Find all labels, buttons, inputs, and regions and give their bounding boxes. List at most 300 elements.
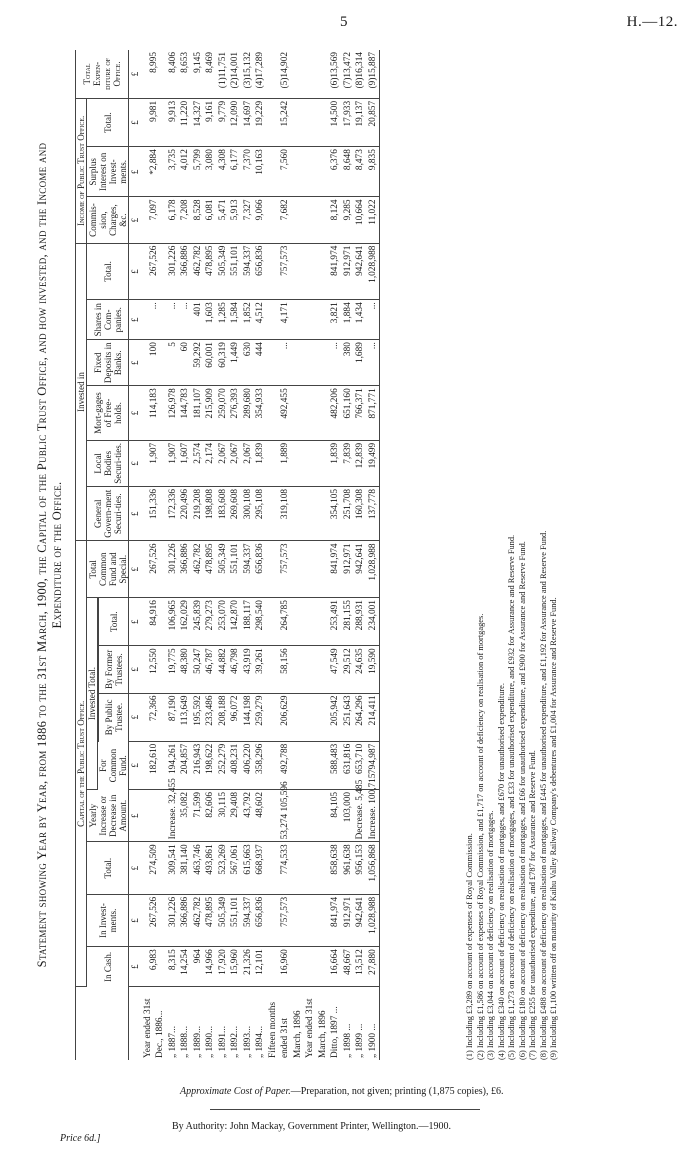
table-cell: 181,107 — [192, 386, 205, 441]
table-cell: 144,198 — [242, 693, 255, 741]
table-cell: ... — [329, 340, 342, 386]
table-cell: 588,483 — [329, 741, 342, 789]
table-cell: 288,931 — [354, 598, 367, 646]
general-govt-header: General Govern-ment Securi-ties. — [87, 486, 129, 541]
table-cell: 841,974 — [329, 894, 342, 946]
expenditure-header: Total Expen-diture of Office. — [76, 50, 129, 98]
table-cell: 9,779 — [217, 98, 230, 146]
row-label: „ 1898 ... — [342, 1023, 353, 1058]
table-cell: 106,965 — [167, 598, 180, 646]
mortgages-header: Mort-gages of Free-holds. — [87, 386, 129, 441]
table-cell: 279,273 — [204, 598, 217, 646]
table-cell: 492,788 — [267, 741, 305, 789]
table-cell: 8,315 — [167, 947, 180, 987]
authority-line: By Authority: John Mackay, Government Printer, Wellington.—1900. — [172, 1121, 452, 1132]
table-cell: (2)14,001 — [229, 50, 242, 98]
table-cell: 233,486 — [204, 693, 217, 741]
table-row — [304, 50, 329, 1060]
table-cell: 60,001 — [204, 340, 217, 386]
table-cell: 9,066 — [254, 197, 267, 243]
table-cell: 1,603 — [204, 300, 217, 340]
footnote: (7) Including £255 for unauthorised expenditure, and £787 for Assurance and Reserve Fund. — [528, 750, 537, 1060]
table-cell: 912,971 — [342, 541, 355, 598]
table-cell: 8,469 — [204, 50, 217, 98]
table-cell: 182,610 — [142, 741, 167, 789]
table-row — [329, 50, 342, 1060]
table-cell: 251,643 — [342, 693, 355, 741]
table-cell: 46,787 — [204, 646, 217, 693]
row-label: „ 1889... — [192, 1025, 203, 1058]
table-cell: 3,080 — [204, 147, 217, 197]
table-cell: 47,549 — [329, 646, 342, 693]
table-cell: 206,629 — [267, 693, 305, 741]
table-cell: 60,319 — [217, 340, 230, 386]
table-cell: 354,933 — [254, 386, 267, 441]
invested-in-group-header: Invested in — [76, 243, 87, 541]
table-cell: 6,177 — [229, 147, 242, 197]
table-cell: 653,710 — [354, 741, 367, 789]
table-cell: 84,916 — [142, 598, 167, 646]
table-cell: 2,067 — [229, 440, 242, 486]
table-cell: 1,607 — [179, 440, 192, 486]
table-cell — [304, 386, 329, 441]
table-row — [229, 50, 242, 1060]
table-cell: (9)15,887 — [367, 50, 380, 98]
table-cell: 7,560 — [267, 147, 305, 197]
table-cell: 220,496 — [179, 486, 192, 541]
table-cell: (7)13,472 — [342, 50, 355, 98]
table-cell: 774,533 — [267, 842, 305, 894]
table-cell: 9,285 — [342, 197, 355, 243]
table-cell: 551,101 — [229, 243, 242, 300]
table-cell: 205,942 — [329, 693, 342, 741]
table-cell: 7,208 — [179, 197, 192, 243]
footnote: (9) Including £1,100 written off on maturity of Kaihu Valley Railway Company's debentures and £1,004 for Assurance and Reserve Fund. — [549, 597, 558, 1060]
table-cell: 309,541 — [167, 842, 180, 894]
table-body — [129, 50, 380, 1060]
table-cell: 505,349 — [217, 894, 230, 946]
table-cell: 204,857 — [179, 741, 192, 789]
table-cell — [304, 693, 329, 741]
table-cell: 12,101 — [254, 947, 267, 987]
row-label: „ 1892... — [230, 1025, 240, 1058]
table-cell: 198,622 — [204, 741, 217, 789]
table-cell: *2,884 — [142, 147, 167, 197]
table-cell: 5,913 — [229, 197, 242, 243]
table-cell: 1,884 — [342, 300, 355, 340]
table-cell: 46,798 — [229, 646, 242, 693]
table-cell: 19,499 — [367, 440, 380, 486]
table-cell: 39,261 — [254, 646, 267, 693]
table-cell: 50,247 — [192, 646, 205, 693]
table-cell: 259,070 — [217, 386, 230, 441]
table-cell: 4,171 — [267, 300, 305, 340]
table-cell: 757,573 — [267, 894, 305, 946]
table-cell: 8,124 — [329, 197, 342, 243]
table-cell: 267,526 — [142, 541, 167, 598]
table-cell — [304, 98, 329, 146]
table-cell: 757,573 — [267, 541, 305, 598]
table-cell: 1,449 — [229, 340, 242, 386]
table-cell: 12,550 — [142, 646, 167, 693]
table-cell: 631,816 — [342, 741, 355, 789]
row-label: Year ended 31st Dec., 1886... — [142, 998, 165, 1058]
table-cell: 668,937 — [254, 842, 267, 894]
table-cell: 1,839 — [254, 440, 267, 486]
table-cell: 463,746 — [192, 842, 205, 894]
table-cell: 1,285 — [217, 300, 230, 340]
table-cell: 295,108 — [254, 486, 267, 541]
table-cell: 44,882 — [217, 646, 230, 693]
commission-header: Commis-sion, Charges, &c. — [87, 197, 129, 243]
table-cell: 505,349 — [217, 243, 230, 300]
statement-table — [75, 50, 380, 1060]
table-cell: 594,337 — [242, 243, 255, 300]
table-cell: 7,097 — [142, 197, 167, 243]
table-cell: 1,056,868 — [367, 842, 380, 894]
table-cell: 195,592 — [192, 693, 205, 741]
table-cell: 142,870 — [229, 598, 242, 646]
table-cell: 162,029 — [179, 598, 192, 646]
table-cell: 408,231 — [229, 741, 242, 789]
table-cell: 492,455 — [267, 386, 305, 441]
table-cell: 53,274 105,596 — [267, 789, 305, 841]
table-cell: 9,981 — [142, 98, 167, 146]
cost-of-paper: Approximate Cost of Paper.—Preparation, not given; printing (1,875 copies), £6. — [180, 1086, 504, 1097]
table-row — [367, 50, 380, 1060]
table-cell: Decrease. 5,485 — [354, 789, 367, 841]
table-cell: 2,574 — [192, 440, 205, 486]
footnote: (4) Including £340 on account of deficiency on realisation of mortgages, and £670 for unauthorised expenditure. — [496, 683, 506, 1060]
table-row — [142, 50, 167, 1060]
table-cell: 757,573 — [267, 243, 305, 300]
table-cell: (4)17,289 — [254, 50, 267, 98]
table-cell: 8,528 — [192, 197, 205, 243]
table-cell: 10,664 — [354, 197, 367, 243]
table-cell: ... — [167, 300, 180, 340]
table-row — [167, 50, 180, 1060]
row-label: Year ended 31st March, 1896 — [305, 998, 328, 1058]
table-cell: 380 — [342, 340, 355, 386]
table-cell: 651,160 — [342, 386, 355, 441]
row-label: Ditto, 1897 ... — [330, 1006, 340, 1058]
table-cell: 8,653 — [179, 50, 192, 98]
table-cell — [304, 789, 329, 841]
in-cash-header: In Cash. — [87, 947, 129, 987]
table-cell: 72,366 — [142, 693, 167, 741]
table-cell — [304, 541, 329, 598]
table-cell: 214,411 — [367, 693, 380, 741]
by-public-trustee-header: By Public Trustee. — [99, 693, 129, 741]
table-cell: 656,836 — [254, 243, 267, 300]
table-cell: 942,641 — [354, 894, 367, 946]
table-cell: 9,145 — [192, 50, 205, 98]
table-cell: 48,667 — [342, 947, 355, 987]
table-cell: 478,895 — [204, 243, 217, 300]
table-cell: 6,376 — [329, 147, 342, 197]
shares-header: Shares in Com-panies. — [87, 300, 129, 340]
table-cell: ... — [367, 340, 380, 386]
table-cell: 87,190 — [167, 693, 180, 741]
fixed-deposits-header: Fixed Deposits in Banks. — [87, 340, 129, 386]
table-cell — [304, 486, 329, 541]
table-cell: 630 — [242, 340, 255, 386]
table-cell: 462,782 — [192, 243, 205, 300]
table-cell: 841,974 — [329, 541, 342, 598]
table-cell: 6,178 — [167, 197, 180, 243]
table-cell: 19,229 — [254, 98, 267, 146]
table-cell: 16,960 — [267, 947, 305, 987]
table-cell: 264,296 — [354, 693, 367, 741]
table-cell: 794,987 — [367, 741, 380, 789]
table-cell: 401 — [192, 300, 205, 340]
table-cell: Increase. 32,455 — [167, 789, 180, 841]
table-cell: 1,839 — [329, 440, 342, 486]
common-fund-header: For Common Fund. — [98, 741, 129, 789]
table-cell: 276,393 — [229, 386, 242, 441]
row-label: „ 1891... — [217, 1025, 228, 1058]
table-row — [254, 50, 267, 1060]
table-cell: 208,188 — [217, 693, 230, 741]
table-cell: 219,208 — [192, 486, 205, 541]
row-label: „ 1899 ... — [355, 1023, 365, 1058]
table-cell: 183,608 — [217, 486, 230, 541]
table-cell: 478,895 — [204, 541, 217, 598]
table-cell: 3,821 — [329, 300, 342, 340]
table-cell: 871,771 — [367, 386, 380, 441]
table-cell: 942,641 — [354, 541, 367, 598]
table-cell: 43,919 — [242, 646, 255, 693]
table-cell: 19,137 — [354, 98, 367, 146]
table-cell: (8)16,314 — [354, 50, 367, 98]
table-cell — [304, 340, 329, 386]
income-total-header: Total. — [87, 98, 129, 146]
table-cell: 551,101 — [229, 894, 242, 946]
table-cell: 615,663 — [242, 842, 255, 894]
table-cell: 289,680 — [242, 386, 255, 441]
table-row — [204, 50, 217, 1060]
table-cell: 253,491 — [329, 598, 342, 646]
table-cell: 27,880 — [367, 947, 380, 987]
table-cell: (6)13,569 — [329, 50, 342, 98]
table-cell — [304, 440, 329, 486]
table-cell: 29,512 — [342, 646, 355, 693]
table-cell: 234,001 — [367, 598, 380, 646]
specially-total-header: Total. — [99, 598, 129, 646]
table-cell: 264,785 — [267, 598, 305, 646]
table-cell: 17,933 — [342, 98, 355, 146]
table-cell: 14,327 — [192, 98, 205, 146]
table-cell: 281,155 — [342, 598, 355, 646]
table-cell: 14,966 — [204, 947, 217, 987]
table-cell: 482,206 — [329, 386, 342, 441]
table-cell: 1,907 — [142, 440, 167, 486]
table-cell: 274,509 — [142, 842, 167, 894]
table-cell: 3,735 — [167, 147, 180, 197]
table-cell: 245,839 — [192, 598, 205, 646]
table-row — [354, 50, 367, 1060]
table-cell: 17,920 — [217, 947, 230, 987]
table-cell: 43,792 — [242, 789, 255, 841]
table-cell: 29,408 — [229, 789, 242, 841]
table-cell: 103,000 — [342, 789, 355, 841]
table-cell: 114,183 — [142, 386, 167, 441]
table-cell: ... — [142, 300, 167, 340]
table-cell: 267,526 — [142, 894, 167, 946]
footnotes — [465, 50, 560, 1060]
table-cell: 9,161 — [204, 98, 217, 146]
table-cell — [304, 646, 329, 693]
table-cell: 841,974 — [329, 243, 342, 300]
table-cell: 48,380 — [179, 646, 192, 693]
table-cell: 151,336 — [142, 486, 167, 541]
table-cell: ... — [179, 300, 192, 340]
table-cell: 319,108 — [267, 486, 305, 541]
table-cell: 7,327 — [242, 197, 255, 243]
table-cell: 14,697 — [242, 98, 255, 146]
total-header: Total. — [87, 842, 129, 894]
table-cell: 60 — [179, 340, 192, 386]
table-cell: 354,105 — [329, 486, 342, 541]
table-cell: ... — [367, 300, 380, 340]
table-cell: 366,886 — [179, 894, 192, 946]
table-cell: 58,156 — [267, 646, 305, 693]
table-cell — [304, 147, 329, 197]
table-cell: 766,371 — [354, 386, 367, 441]
table-cell: 8,406 — [167, 50, 180, 98]
table-cell: 259,279 — [254, 693, 267, 741]
divider — [210, 1109, 480, 1110]
footnote: (2) Including £1,586 on account of expenses of Royal Commission, and £1,717 on account of deficiency on realisation of mortgages. — [475, 613, 485, 1060]
table-cell: 594,337 — [242, 894, 255, 946]
row-label: „ 1900 ... — [367, 987, 380, 1060]
table-cell: 215,909 — [204, 386, 217, 441]
table-cell: 253,070 — [217, 598, 230, 646]
table-cell: 11,220 — [179, 98, 192, 146]
table-cell: 7,839 — [342, 440, 355, 486]
table-cell: 267,526 — [142, 243, 167, 300]
page-number: 5 — [340, 14, 348, 30]
table-cell: 8,473 — [354, 147, 367, 197]
table-cell: 160,308 — [354, 486, 367, 541]
table-cell: 12,839 — [354, 440, 367, 486]
footnote: (3) Including £3,044 on account of deficiency on realisation of mortgages. — [486, 810, 495, 1060]
price: Price 6d.] — [60, 1133, 101, 1144]
table-cell: 100 — [142, 340, 167, 386]
table-cell: 594,337 — [242, 541, 255, 598]
table-cell — [304, 197, 329, 243]
table-cell: 24,635 — [354, 646, 367, 693]
invested-total-header: Invested Total. — [87, 598, 98, 790]
table-cell — [304, 300, 329, 340]
table-cell: 194,261 — [167, 741, 180, 789]
table-cell: 656,836 — [254, 894, 267, 946]
table-cell: 1,852 — [242, 300, 255, 340]
footnote: (6) Including £180 on account of deficiency on realisation of mortgages, and £66 for unauthorised expenditure, and £900 for Assurance and Reserve Fund. — [517, 541, 527, 1060]
statement-title: Statement showing Year by Year, from 1886 to the 31st March, 1900, the Capital of the Public Trust Office, and how invested, and the Income and Expenditure of the Office. — [35, 142, 64, 968]
table-cell: 126,978 — [167, 386, 180, 441]
table-cell: 216,943 — [192, 741, 205, 789]
table-cell — [304, 243, 329, 300]
row-label: „ 1890... — [205, 1025, 215, 1058]
table-cell — [304, 741, 329, 789]
table-row — [342, 50, 355, 1060]
table-cell: 16,664 — [329, 947, 342, 987]
table-cell: 8,995 — [142, 50, 167, 98]
table-cell: 71,599 — [192, 789, 205, 841]
table-cell: 301,226 — [167, 894, 180, 946]
table-cell: 20,857 — [367, 98, 380, 146]
table-cell: 551,101 — [229, 541, 242, 598]
table-cell: 381,140 — [179, 842, 192, 894]
table-cell: 858,638 — [329, 842, 342, 894]
table-cell — [142, 789, 167, 841]
year-column-header — [76, 987, 129, 1060]
footnote: (1) Including £3,289 on account of expenses of Royal Commission. — [465, 833, 474, 1060]
row-label: Fifteen months ended 31st March, 1896 — [267, 1001, 303, 1058]
table-row — [242, 50, 255, 1060]
table-cell: ... — [267, 340, 305, 386]
table-cell: 14,254 — [179, 947, 192, 987]
in-investments-header: In Invest-ments. — [87, 894, 129, 946]
table-cell: 5 — [167, 340, 180, 386]
table-cell: 912,971 — [342, 243, 355, 300]
table-cell: 10,163 — [254, 147, 267, 197]
table-cell: 21,326 — [242, 947, 255, 987]
table-cell: 14,500 — [329, 98, 342, 146]
table-cell: 4,308 — [217, 147, 230, 197]
table-cell: 298,540 — [254, 598, 267, 646]
table-cell: 19,590 — [367, 646, 380, 693]
table-cell: 6,983 — [142, 947, 167, 987]
table-cell: 7,370 — [242, 147, 255, 197]
table-cell: (5)14,902 — [267, 50, 305, 98]
unit-row: £ £ £ £ £ £ £ £ £ £ £ £ £ £ £ £ £ £ £ — [129, 50, 142, 1060]
table-cell: 1,434 — [354, 300, 367, 340]
surplus-interest-header: Surplus Interest on Invest-ments. — [87, 147, 129, 197]
table-cell: 2,067 — [217, 440, 230, 486]
table-cell: 4,012 — [179, 147, 192, 197]
table-row — [192, 50, 205, 1060]
paper-reference: H.—12. — [626, 14, 678, 30]
table-cell: 15,960 — [229, 947, 242, 987]
table-cell: 19,775 — [167, 646, 180, 693]
table-cell: 13,512 — [354, 947, 367, 987]
table-cell: 1,028,988 — [367, 541, 380, 598]
local-bodies-header: Local Bodies Securi-ties. — [87, 440, 129, 486]
table-cell: 964 — [192, 947, 205, 987]
table-cell: 113,649 — [179, 693, 192, 741]
table-cell: 12,090 — [229, 98, 242, 146]
row-label: „ 1894... — [255, 1025, 265, 1058]
table-cell: 478,895 — [204, 894, 217, 946]
table-cell: 11,022 — [367, 197, 380, 243]
table-cell: 2,067 — [242, 440, 255, 486]
table-cell: 1,028,988 — [367, 894, 380, 946]
row-label: „ 1888... — [180, 1025, 190, 1058]
table-cell: 301,226 — [167, 541, 180, 598]
table-cell: 300,108 — [242, 486, 255, 541]
table-cell: 505,349 — [217, 541, 230, 598]
table-cell: 462,782 — [192, 541, 205, 598]
invested-in-total-header: Total. — [87, 243, 129, 300]
table-cell: 15,242 — [267, 98, 305, 146]
table-cell: 4,512 — [254, 300, 267, 340]
row-label: „ 1887... — [167, 1025, 178, 1058]
table-cell: 366,886 — [179, 243, 192, 300]
table-cell: 1,028,988 — [367, 243, 380, 300]
table-cell: 8,648 — [342, 147, 355, 197]
